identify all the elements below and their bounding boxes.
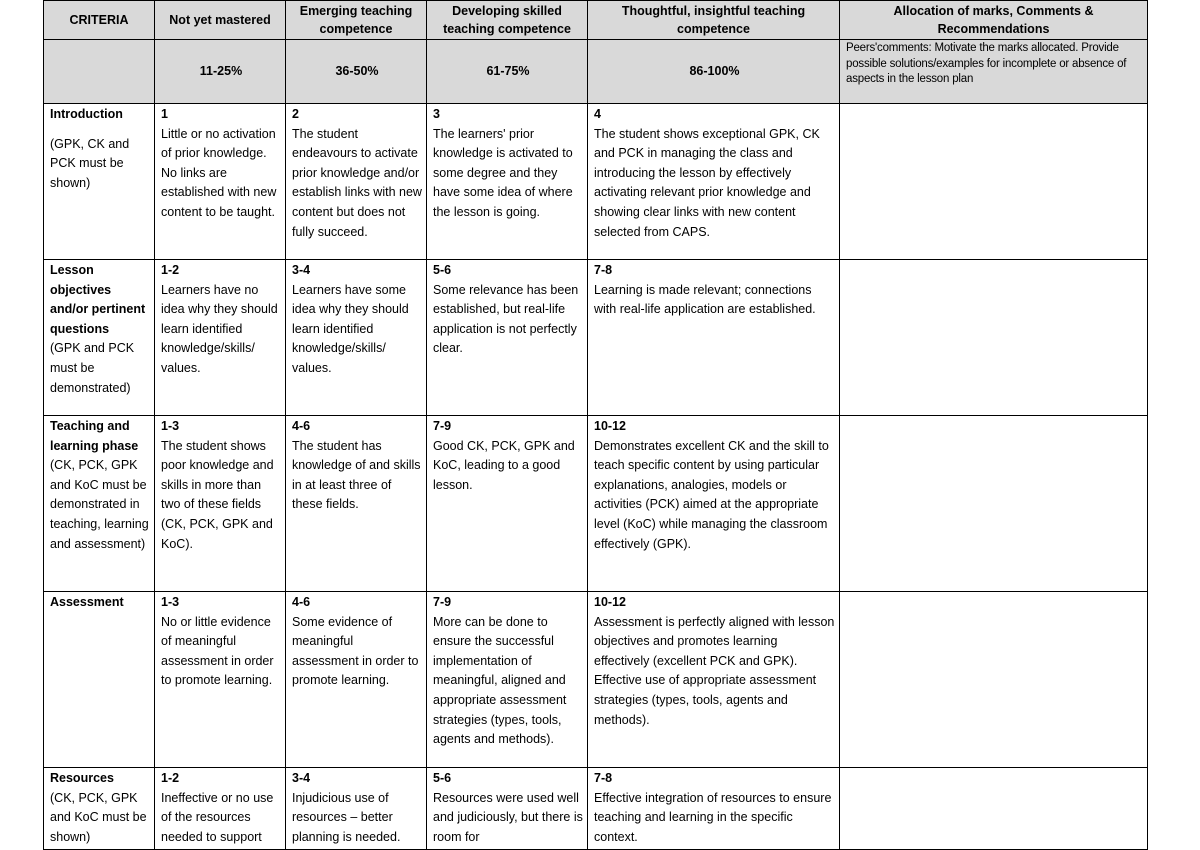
score-label: 3 xyxy=(433,107,440,121)
allocation-header: Allocation of marks, Comments & Recommendations xyxy=(840,1,1148,40)
descriptor: Assessment is perfectly aligned with lesson objectives and promotes learning effectively (excellent PCK and GPK). Effective use of appropriate assessment strategies (types, tools, agents and methods). xyxy=(594,614,835,727)
range-2: 36-50% xyxy=(286,40,427,104)
score-label: 3-4 xyxy=(292,771,311,785)
descriptor: Effective integration of resources to ensure teaching and learning in the specific context. xyxy=(594,790,832,844)
descriptor: The student endeavours to activate prior knowledge and/or establish links with new content but does not fully succeed. xyxy=(292,126,422,239)
range-3: 61-75% xyxy=(427,40,588,104)
level-cell xyxy=(286,104,427,260)
rubric-row xyxy=(44,260,1148,416)
comments-cell[interactable] xyxy=(840,260,1148,416)
score-label: 7-8 xyxy=(594,263,613,277)
criterion-title: Resources xyxy=(50,771,114,785)
score-label: 7-9 xyxy=(433,419,452,433)
level-cell xyxy=(427,416,588,592)
level-cell xyxy=(286,416,427,592)
criterion-cell xyxy=(44,768,155,850)
peers-comments-note: Peers'comments: Motivate the marks allocated. Provide possible solutions/examples for incomplete or absence of aspects in the lesson plan xyxy=(840,40,1148,104)
rubric-table xyxy=(43,0,1148,850)
range-row xyxy=(44,40,1148,104)
criterion-cell xyxy=(44,592,155,768)
descriptor: The learners' prior knowledge is activated to some degree and they have some idea of where the lesson is going. xyxy=(433,126,573,219)
descriptor: Good CK, PCK, GPK and KoC, leading to a good lesson. xyxy=(433,438,575,492)
rubric-row xyxy=(44,592,1148,768)
level-cell xyxy=(427,592,588,768)
criterion-title: Assessment xyxy=(50,595,124,609)
descriptor: Resources were used well and judiciously, but there is room for xyxy=(433,790,583,844)
comments-cell[interactable] xyxy=(840,592,1148,768)
level-cell xyxy=(588,592,840,768)
level-cell xyxy=(155,104,286,260)
score-label: 2 xyxy=(292,107,299,121)
level-cell xyxy=(286,260,427,416)
level-cell xyxy=(427,260,588,416)
score-label: 5-6 xyxy=(433,771,452,785)
descriptor: Little or no activation of prior knowledge. No links are established with new content to be taught. xyxy=(161,126,277,219)
score-label: 5-6 xyxy=(433,263,452,277)
header-row xyxy=(44,1,1148,40)
descriptor: Learners have some idea why they should learn identified knowledge/skills/ values. xyxy=(292,282,409,375)
level-cell xyxy=(286,592,427,768)
comments-cell[interactable] xyxy=(840,104,1148,260)
criterion-cell xyxy=(44,416,155,592)
comments-cell[interactable] xyxy=(840,416,1148,592)
score-label: 3-4 xyxy=(292,263,311,277)
descriptor: Injudicious use of resources – better planning is needed. xyxy=(292,790,401,844)
descriptor: Some relevance has been established, but real-life application is not perfectly clear. xyxy=(433,282,579,356)
criterion-note: (CK, PCK, GPK and KoC must be demonstrated in teaching, learning and assessment) xyxy=(50,458,149,551)
descriptor: The student has knowledge of and skills in at least three of these fields. xyxy=(292,438,421,512)
level-cell xyxy=(588,104,840,260)
level-cell xyxy=(427,768,588,850)
level-cell xyxy=(588,260,840,416)
criteria-header: CRITERIA xyxy=(44,1,155,40)
level-cell xyxy=(427,104,588,260)
level-cell xyxy=(286,768,427,850)
score-label: 1-2 xyxy=(161,771,180,785)
comments-cell[interactable] xyxy=(840,768,1148,850)
rubric-row xyxy=(44,416,1148,592)
descriptor: Some evidence of meaningful assessment in order to promote learning. xyxy=(292,614,419,688)
descriptor: No or little evidence of meaningful assessment in order to promote learning. xyxy=(161,614,274,688)
score-label: 10-12 xyxy=(594,595,626,609)
criterion-note: (CK, PCK, GPK and KoC must be shown) xyxy=(50,790,147,844)
score-label: 1 xyxy=(161,107,168,121)
descriptor: More can be done to ensure the successful implementation of meaningful, aligned and appropriate assessment strategies (types, tools, agents and methods). xyxy=(433,614,567,747)
descriptor: The student shows poor knowledge and skills in more than two of these fields (CK, PCK, GPK and KoC). xyxy=(161,438,274,551)
score-label: 4-6 xyxy=(292,595,311,609)
criterion-title: Introduction xyxy=(50,107,123,121)
level-header-3: Developing skilled teaching competence xyxy=(427,1,588,40)
level-cell xyxy=(155,416,286,592)
criterion-cell xyxy=(44,260,155,416)
level-cell xyxy=(155,260,286,416)
descriptor: Learners have no idea why they should learn identified knowledge/skills/ values. xyxy=(161,282,278,375)
range-1: 11-25% xyxy=(155,40,286,104)
criterion-note: (GPK and PCK must be demonstrated) xyxy=(50,341,135,395)
criterion-title: Teaching and learning phase xyxy=(50,419,139,453)
score-label: 10-12 xyxy=(594,419,626,433)
score-label: 1-2 xyxy=(161,263,180,277)
score-label: 7-8 xyxy=(594,771,613,785)
descriptor: Demonstrates excellent CK and the skill to teach specific content by using particular explanations, analogies, models or activities (PCK) aimed at the appropriate level (KoC) while managing the classroom effectively (GPK). xyxy=(594,438,829,551)
rubric-row xyxy=(44,104,1148,260)
descriptor: Learning is made relevant; connections with real-life application are established. xyxy=(594,282,816,317)
score-label: 4 xyxy=(594,107,601,121)
range-4: 86-100% xyxy=(588,40,840,104)
score-label: 1-3 xyxy=(161,419,180,433)
rubric-row xyxy=(44,768,1148,850)
score-label: 7-9 xyxy=(433,595,452,609)
level-cell xyxy=(588,416,840,592)
level-cell xyxy=(588,768,840,850)
level-cell xyxy=(155,768,286,850)
empty-criteria-cell xyxy=(44,40,155,104)
level-header-2: Emerging teaching competence xyxy=(286,1,427,40)
score-label: 4-6 xyxy=(292,419,311,433)
criterion-cell xyxy=(44,104,155,260)
descriptor: The student shows exceptional GPK, CK and PCK in managing the class and introducing the lesson by effectively activating relevant prior knowledge and showing clear links with new content selected from CAPS. xyxy=(594,126,820,239)
score-label: 1-3 xyxy=(161,595,180,609)
level-header-4: Thoughtful, insightful teaching competence xyxy=(588,1,840,40)
level-header-1: Not yet mastered xyxy=(155,1,286,40)
level-cell xyxy=(155,592,286,768)
criterion-title: Lesson objectives and/or pertinent questions xyxy=(50,263,146,336)
criterion-note: (GPK, CK and PCK must be shown) xyxy=(50,136,130,190)
descriptor: Ineffective or no use of the resources needed to support xyxy=(161,790,274,844)
